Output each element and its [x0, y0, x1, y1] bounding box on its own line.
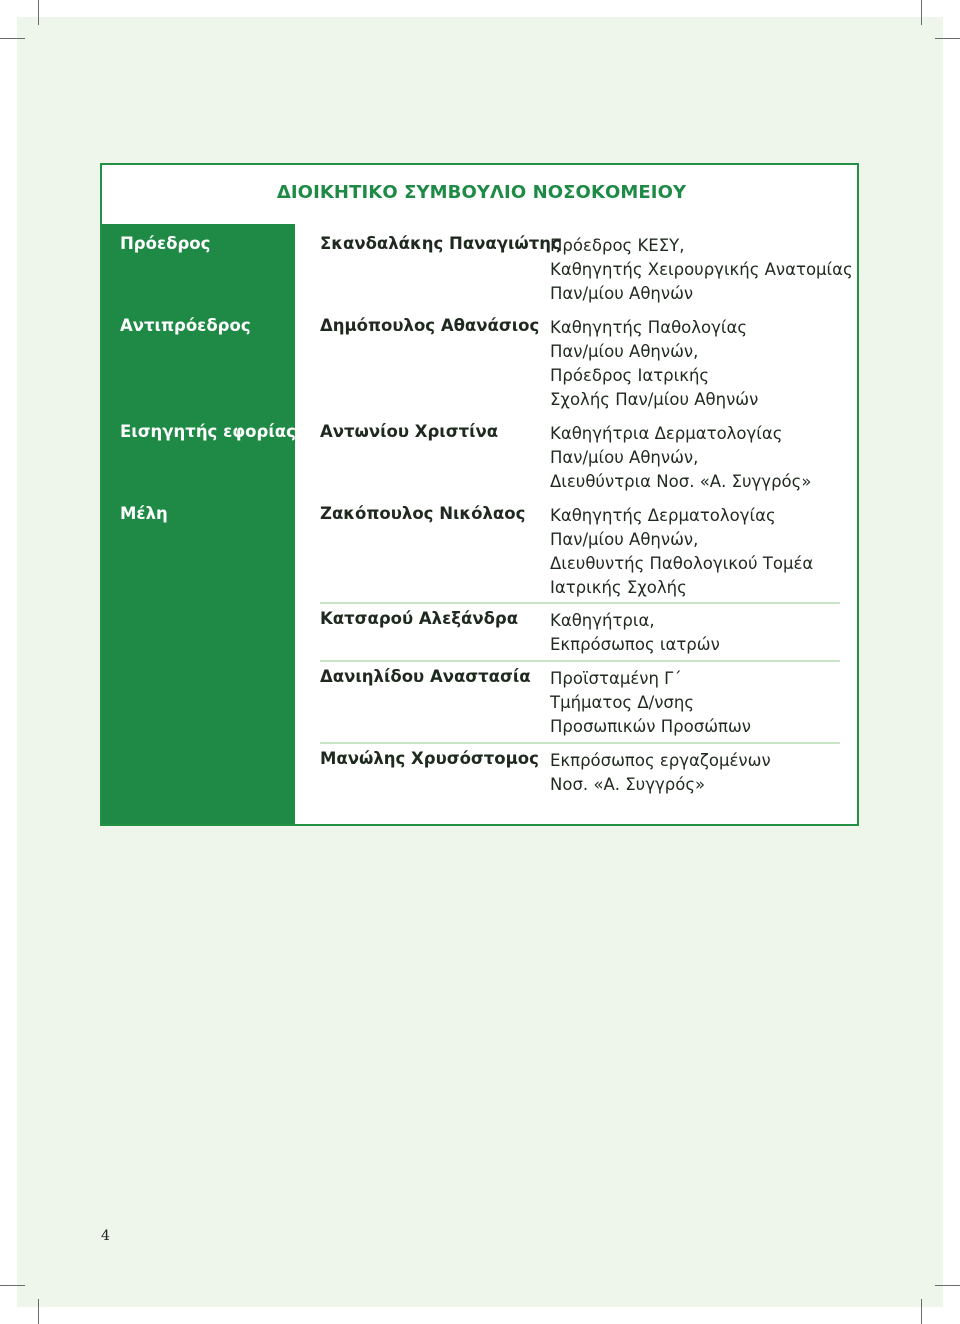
- member-description: [550, 667, 751, 739]
- member-description: [550, 422, 811, 494]
- member-name: Μανώλης Χρυσόστομος: [320, 749, 539, 768]
- crop-mark-bottom-right-vertical: [921, 1299, 922, 1324]
- description-line: Καθηγήτρια Δερματολογίας: [550, 424, 783, 443]
- description-line: Καθηγήτρια,: [550, 611, 655, 630]
- description-line: Νοσ. «Α. Συγγρός»: [550, 775, 706, 794]
- page-number: 4: [101, 1228, 110, 1244]
- description-line: Πρόεδρος Ιατρικής: [550, 366, 710, 385]
- description-line: Καθηγητής Δερματολογίας: [550, 506, 776, 525]
- row-divider: [320, 742, 840, 744]
- board-title: ΔΙΟΙΚΗΤΙΚΟ ΣΥΜΒΟΥΛΙΟ ΝΟΣΟΚΟΜΕΙΟΥ: [276, 182, 687, 203]
- member-description: [550, 609, 720, 657]
- member-name: Αντωνίου Χριστίνα: [320, 422, 499, 441]
- role-rapporteur: Εισηγητής εφορίας: [120, 422, 296, 441]
- description-line: Διευθύντρια Νοσ. «Α. Συγγρός»: [550, 472, 812, 491]
- description-line: Προϊσταμένη Γ΄: [550, 669, 682, 688]
- description-line: Εκπρόσωπος ιατρών: [550, 635, 720, 654]
- member-description: [550, 234, 853, 306]
- description-line: Ιατρικής Σχολής: [550, 578, 687, 597]
- member-description: [550, 316, 758, 412]
- description-line: Διευθυντής Παθολογικού Τομέα: [550, 554, 814, 573]
- member-description: [550, 504, 813, 600]
- role-column-band: [102, 224, 295, 824]
- description-line: Προσωπικών Προσώπων: [550, 717, 751, 736]
- role-vice-president: Αντιπρόεδρος: [120, 316, 251, 335]
- description-line: Καθηγητής Χειρουργικής Ανατομίας: [550, 260, 853, 279]
- member-name: Κατσαρού Αλεξάνδρα: [320, 609, 519, 628]
- role-members: Μέλη: [120, 504, 168, 523]
- description-line: Εκπρόσωπος εργαζομένων: [550, 751, 771, 770]
- crop-mark-top-right-horizontal: [935, 38, 960, 39]
- member-name: Ζακόπουλος Νικόλαος: [320, 504, 526, 523]
- row-divider: [320, 660, 840, 662]
- description-line: Σχολής Παν/μίου Αθηνών: [550, 390, 759, 409]
- description-line: Παν/μίου Αθηνών: [550, 284, 694, 303]
- crop-mark-top-left-vertical: [38, 0, 39, 25]
- row-divider: [320, 602, 840, 604]
- member-description: [550, 749, 771, 797]
- crop-mark-top-left-horizontal: [0, 38, 25, 39]
- crop-mark-bottom-left-vertical: [38, 1299, 39, 1324]
- description-line: Παν/μίου Αθηνών,: [550, 448, 699, 467]
- role-president: Πρόεδρος: [120, 234, 211, 253]
- board-table: [100, 163, 859, 826]
- description-line: Παν/μίου Αθηνών,: [550, 342, 699, 361]
- description-line: Τμήματος Δ/νσης: [550, 693, 695, 712]
- member-name: Δανιηλίδου Αναστασία: [320, 667, 531, 686]
- crop-mark-bottom-right-horizontal: [935, 1285, 960, 1286]
- description-line: Παν/μίου Αθηνών,: [550, 530, 699, 549]
- member-name: Δημόπουλος Αθανάσιος: [320, 316, 540, 335]
- member-name: Σκανδαλάκης Παναγιώτης: [320, 234, 561, 253]
- crop-mark-bottom-left-horizontal: [0, 1285, 25, 1286]
- description-line: Πρόεδρος ΚΕΣΥ,: [550, 236, 685, 255]
- crop-mark-top-right-vertical: [921, 0, 922, 25]
- description-line: Καθηγητής Παθολογίας: [550, 318, 748, 337]
